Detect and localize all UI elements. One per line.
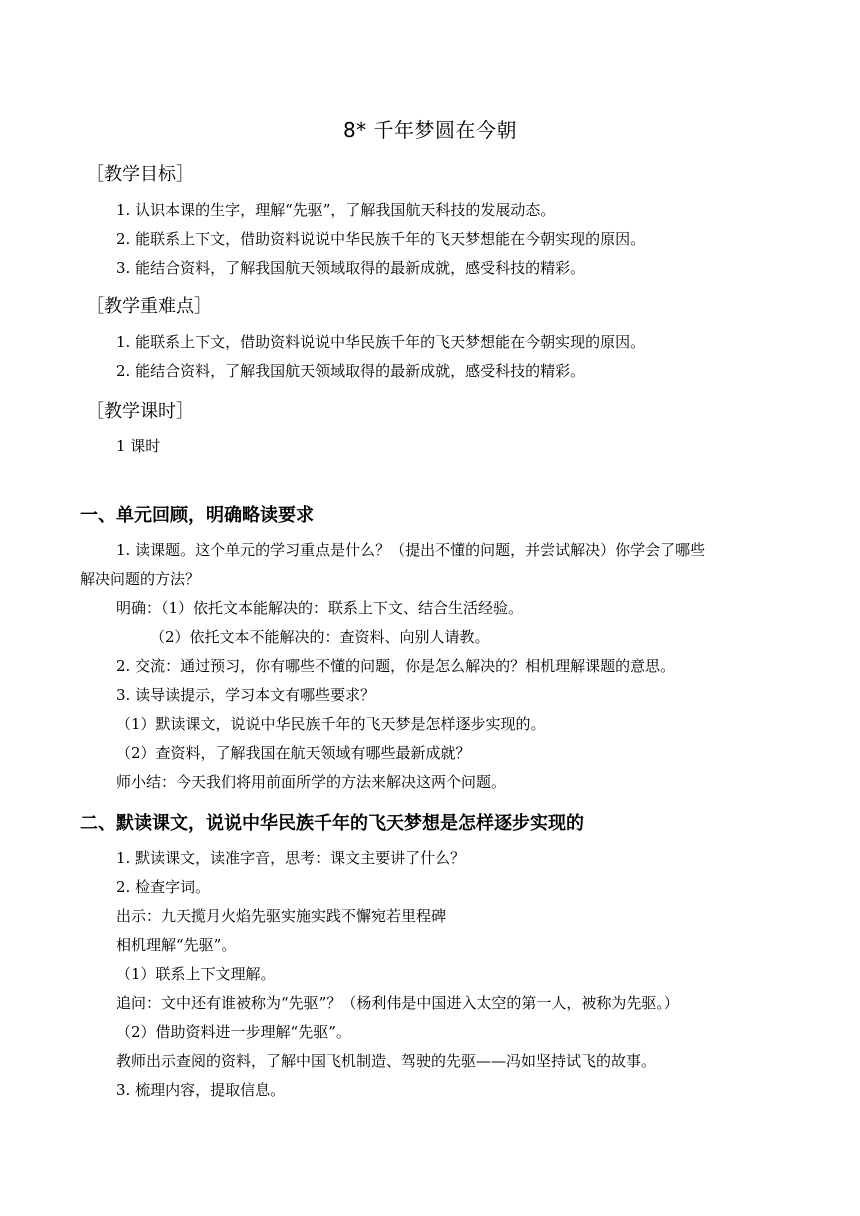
section1-line: 1. 读课题。这个单元的学习重点是什么？（提出不懂的问题，并尝试解决）你学会了哪些 (116, 541, 706, 559)
section1-line: 明确：（1）依托文本能解决的：联系上下文、结合生活经验。 (116, 599, 524, 617)
goal-item: 1. 认识本课的生字，理解“先驱”，了解我国航天科技的发展动态。 (116, 201, 556, 219)
section2-line: 1. 默读课文，读准字音，思考：课文主要讲了什么？ (116, 849, 466, 867)
section2-line: 2. 检查字词。 (116, 878, 211, 896)
section2-line: （1）联系上下文理解。 (116, 965, 276, 983)
section1-line: 2. 交流：通过预习，你有哪些不懂的问题，你是怎么解决的？相机理解课题的意思。 (116, 657, 676, 675)
lesson-title: 8* 千年梦圆在今朝 (342, 118, 518, 142)
section1-line: 3. 读导读提示，学习本文有哪些要求？ (116, 686, 376, 704)
section2-heading: 二、默读课文，说说中华民族千年的飞天梦想是怎样逐步实现的 (80, 813, 584, 834)
keypoints-heading: ［教学重难点］ (86, 296, 212, 317)
goal-item: 3. 能结合资料，了解我国航天领域取得的最新成就，感受科技的精彩。 (116, 259, 586, 277)
section2-line: 出示：九天揽月火焰先驱实施实践不懈宛若里程碑 (116, 907, 447, 925)
keypoint-item: 1. 能联系上下文，借助资料说说中华民族千年的飞天梦想能在今朝实现的原因。 (116, 333, 646, 351)
section2-line: 相机理解“先驱”。 (116, 936, 237, 954)
section2-line: 追问：文中还有谁被称为“先驱”？（杨利伟是中国进入太空的第一人，被称为先驱。） (116, 994, 679, 1012)
section1-line: （2）依托文本不能解决的：查资料、向别人请教。 (150, 628, 490, 646)
section1-line: 解决问题的方法？ (80, 570, 201, 588)
goal-item: 2. 能联系上下文，借助资料说说中华民族千年的飞天梦想能在今朝实现的原因。 (116, 230, 646, 248)
section1-heading: 一、单元回顾，明确略读要求 (80, 505, 314, 526)
section1-line: （2）查资料，了解我国在航天领域有哪些最新成就？ (116, 744, 471, 762)
goals-heading: ［教学目标］ (86, 164, 194, 185)
hours-heading: ［教学课时］ (86, 401, 194, 422)
section2-line: 教师出示查阅的资料，了解中国飞机制造、驾驶的先驱——冯如坚持试飞的故事。 (116, 1052, 657, 1070)
section1-line: 师小结：今天我们将用前面所学的方法来解决这两个问题。 (116, 773, 507, 791)
keypoint-item: 2. 能结合资料，了解我国航天领域取得的最新成就，感受科技的精彩。 (116, 362, 586, 380)
section1-line: （1）默读课文，说说中华民族千年的飞天梦是怎样逐步实现的。 (116, 715, 546, 733)
hours-value: 1 课时 (116, 437, 161, 455)
section2-line: （2）借助资料进一步理解“先驱”。 (116, 1023, 351, 1041)
section2-line: 3. 梳理内容，提取信息。 (116, 1081, 286, 1099)
